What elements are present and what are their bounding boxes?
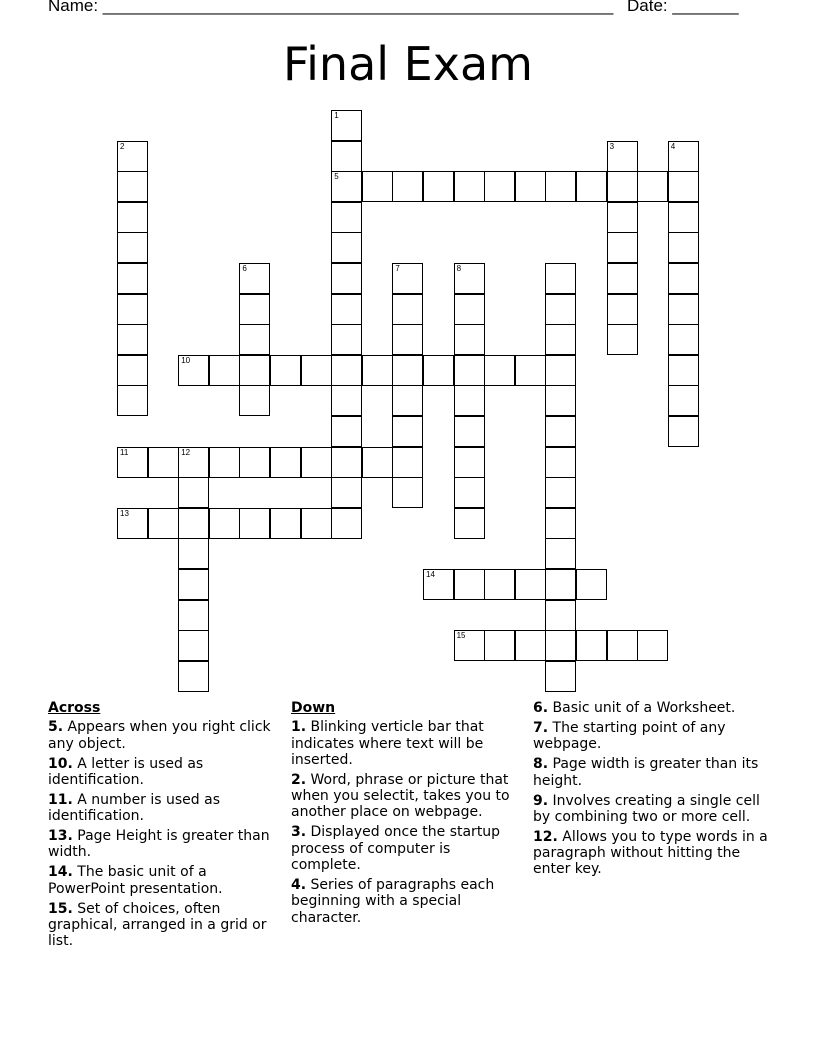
clue-text: Series of paragraphs each beginning with a special character. [291, 877, 495, 926]
crossword-cell[interactable] [331, 324, 362, 355]
across-clue [48, 901, 284, 950]
clue-number: 11. [48, 791, 73, 808]
cell-number: 10 [181, 355, 191, 365]
crossword-cell[interactable] [148, 447, 179, 478]
crossword-cell[interactable] [515, 569, 546, 600]
crossword-cell[interactable] [117, 447, 148, 478]
crossword-cell[interactable] [178, 600, 209, 631]
crossword-cell[interactable] [270, 355, 301, 386]
crossword-cell[interactable] [484, 355, 515, 386]
crossword-cell[interactable] [454, 355, 485, 386]
crossword-cell[interactable] [545, 171, 576, 202]
crossword-cell[interactable] [545, 538, 576, 569]
crossword-cell[interactable] [607, 294, 638, 325]
down-clues-continued [533, 700, 769, 881]
clue-number: 9. [533, 792, 549, 809]
crossword-cell[interactable] [454, 447, 485, 478]
crossword-cell[interactable] [331, 294, 362, 325]
crossword-cell[interactable] [576, 569, 607, 600]
crossword-cell[interactable] [515, 355, 546, 386]
clue-number: 10. [48, 755, 73, 772]
crossword-cell[interactable] [392, 263, 423, 294]
clue-number: 8. [533, 756, 549, 773]
crossword-cell[interactable] [668, 263, 699, 294]
crossword-cell[interactable] [117, 508, 148, 539]
down-clue [291, 772, 523, 821]
crossword-cell[interactable] [454, 324, 485, 355]
crossword-cell[interactable] [178, 355, 209, 386]
crossword-cell[interactable] [423, 569, 454, 600]
crossword-cell[interactable] [301, 447, 332, 478]
crossword-cell[interactable] [607, 324, 638, 355]
crossword-cell[interactable] [270, 508, 301, 539]
cell-number: 8 [456, 264, 462, 273]
crossword-cell[interactable] [515, 171, 546, 202]
page-title: Final Exam [283, 37, 533, 91]
crossword-cell[interactable] [331, 355, 362, 386]
crossword-cell[interactable] [331, 385, 362, 416]
crossword-cell[interactable] [545, 661, 576, 692]
cell-number: 6 [242, 264, 247, 273]
crossword-cell[interactable] [117, 232, 148, 263]
down-clue [533, 756, 769, 789]
crossword-cell[interactable] [454, 385, 485, 416]
cell-number: 11 [120, 447, 129, 457]
cell-number: 13 [120, 508, 129, 518]
crossword-cell[interactable] [178, 508, 209, 539]
crossword-cell[interactable] [117, 202, 148, 233]
crossword-cell[interactable] [454, 263, 485, 294]
crossword-cell[interactable] [484, 630, 515, 661]
crossword-cell[interactable] [454, 630, 485, 661]
crossword-cell[interactable] [209, 355, 240, 386]
clue-number: 3. [291, 824, 307, 841]
crossword-cell[interactable] [637, 171, 668, 202]
clue-text: Appears when you right click any object. [48, 719, 271, 752]
clue-text: A number is used as identification. [48, 791, 221, 825]
crossword-cell[interactable] [545, 508, 576, 539]
crossword-cell[interactable] [331, 447, 362, 478]
crossword-cell[interactable] [484, 171, 515, 202]
crossword-cell[interactable] [423, 355, 454, 386]
crossword-cell[interactable] [148, 508, 179, 539]
clue-text: The basic unit of a PowerPoint presentation. [48, 864, 223, 897]
date-field-label: Date: _______ [627, 0, 739, 15]
down-clue [291, 877, 523, 926]
crossword-cell[interactable] [117, 294, 148, 325]
crossword-cell[interactable] [668, 355, 699, 386]
crossword-cell[interactable] [607, 630, 638, 661]
crossword-cell[interactable] [178, 569, 209, 600]
crossword-cell[interactable] [607, 171, 638, 202]
crossword-cell[interactable] [668, 202, 699, 233]
crossword-cell[interactable] [392, 294, 423, 325]
crossword-cell[interactable] [392, 477, 423, 508]
down-heading: Down [291, 700, 336, 716]
name-field-label: Name: ______________________________________________________ [48, 0, 614, 15]
crossword-cell[interactable] [209, 447, 240, 478]
crossword-cell[interactable] [392, 447, 423, 478]
crossword-cell[interactable] [331, 171, 362, 202]
crossword-cell[interactable] [637, 630, 668, 661]
crossword-cell[interactable] [239, 355, 270, 386]
clue-number: 6. [533, 700, 549, 716]
crossword-cell[interactable] [331, 202, 362, 233]
crossword-cell[interactable] [484, 569, 515, 600]
across-clue [48, 864, 284, 897]
clue-text: Word, phrase or picture that when you selectit, takes you to another place on webpage. [291, 771, 510, 821]
crossword-cell[interactable] [239, 447, 270, 478]
crossword-cell[interactable] [117, 141, 148, 172]
clue-number: 15. [48, 900, 73, 917]
cell-number: 14 [426, 570, 435, 579]
crossword-cell[interactable] [239, 385, 270, 416]
clue-text: A letter is used as identification. [48, 755, 204, 788]
down-clue [291, 824, 523, 873]
clue-text: Displayed once the startup process of computer is complete. [291, 824, 501, 874]
cell-number: 7 [395, 264, 400, 273]
crossword-cell[interactable] [454, 416, 485, 447]
crossword-cell[interactable] [331, 263, 362, 294]
crossword-cell[interactable] [668, 324, 699, 355]
crossword-cell[interactable] [178, 447, 209, 478]
crossword-cell[interactable] [423, 171, 454, 202]
crossword-cell[interactable] [239, 508, 270, 539]
clue-number: 13. [48, 828, 73, 845]
crossword-cell[interactable] [239, 324, 270, 355]
crossword-cell[interactable] [607, 263, 638, 294]
down-clue [533, 793, 769, 826]
crossword-cell[interactable] [576, 630, 607, 661]
crossword-cell[interactable] [209, 508, 240, 539]
crossword-cell[interactable] [454, 569, 485, 600]
crossword-cell[interactable] [668, 385, 699, 416]
crossword-cell[interactable] [545, 355, 576, 386]
crossword-cell[interactable] [178, 630, 209, 661]
crossword-cell[interactable] [545, 600, 576, 631]
down-clue [533, 700, 769, 716]
clue-text: Blinking verticle bar that indicates where text will be inserted. [291, 719, 484, 768]
cell-number: 2 [120, 141, 125, 151]
crossword-cell[interactable] [607, 202, 638, 233]
crossword-cell[interactable] [545, 385, 576, 416]
cell-number: 5 [334, 172, 339, 182]
crossword-cell[interactable] [117, 324, 148, 355]
clue-number: 14. [48, 864, 73, 881]
crossword-cell[interactable] [392, 324, 423, 355]
crossword-cell[interactable] [117, 171, 148, 202]
crossword-cell[interactable] [331, 141, 362, 172]
crossword-cell[interactable] [392, 171, 423, 202]
down-clue [533, 829, 769, 878]
clue-text: Page Height is greater than width. [48, 828, 270, 861]
clue-number: 5. [48, 719, 64, 736]
cell-number: 15 [456, 631, 466, 641]
crossword-cell[interactable] [576, 171, 607, 202]
crossword-cell[interactable] [239, 263, 270, 294]
crossword-cell[interactable] [362, 355, 393, 386]
crossword-cell[interactable] [454, 508, 485, 539]
clue-text: Involves creating a single cell by combining two or more cell. [533, 792, 760, 825]
crossword-cell[interactable] [301, 355, 332, 386]
crossword-cell[interactable] [392, 355, 423, 386]
crossword-cell[interactable] [239, 294, 270, 325]
crossword-cell[interactable] [668, 171, 699, 202]
crossword-cell[interactable] [545, 630, 576, 661]
across-heading: Across [48, 700, 101, 716]
clue-number: 12. [533, 828, 558, 845]
crossword-cell[interactable] [331, 110, 362, 141]
across-clue [48, 756, 284, 789]
crossword-cell[interactable] [301, 508, 332, 539]
crossword-cell[interactable] [545, 263, 576, 294]
crossword-cell[interactable] [454, 171, 485, 202]
across-clue [48, 828, 284, 861]
crossword-cell[interactable] [392, 416, 423, 447]
crossword-cell[interactable] [545, 447, 576, 478]
crossword-cell[interactable] [331, 508, 362, 539]
cell-number: 1 [334, 111, 339, 120]
crossword-cell[interactable] [545, 416, 576, 447]
cell-number: 12 [181, 447, 191, 457]
crossword-cell[interactable] [117, 355, 148, 386]
crossword-cell[interactable] [392, 385, 423, 416]
crossword-cell[interactable] [668, 232, 699, 263]
crossword-cell[interactable] [454, 477, 485, 508]
across-clues [48, 700, 284, 953]
clue-text: The starting point of any webpage. [533, 719, 726, 753]
crossword-cell[interactable] [515, 630, 546, 661]
crossword-cell[interactable] [454, 294, 485, 325]
crossword-cell[interactable] [362, 171, 393, 202]
clue-text: Page width is greater than its height. [533, 756, 759, 789]
clue-number: 2. [291, 771, 307, 788]
crossword-cell[interactable] [668, 141, 699, 172]
down-clue [291, 719, 523, 768]
crossword-cell[interactable] [331, 416, 362, 447]
down-clues [291, 700, 523, 930]
across-clue [48, 792, 284, 825]
crossword-cell[interactable] [668, 294, 699, 325]
crossword-cell[interactable] [668, 416, 699, 447]
crossword-cell[interactable] [545, 294, 576, 325]
crossword-cell[interactable] [607, 141, 638, 172]
down-clue [533, 720, 769, 753]
crossword-cell[interactable] [331, 232, 362, 263]
cell-number: 3 [609, 141, 615, 151]
crossword-cell[interactable] [607, 232, 638, 263]
crossword-cell[interactable] [117, 263, 148, 294]
crossword-cell[interactable] [362, 447, 393, 478]
crossword-cell[interactable] [117, 385, 148, 416]
crossword-cell[interactable] [545, 477, 576, 508]
clue-text: Allows you to type words in a paragraph without hitting the enter key. [533, 828, 768, 878]
clue-text: Basic unit of a Worksheet. [552, 700, 736, 716]
across-clue [48, 719, 284, 752]
clue-number: 1. [291, 719, 307, 736]
crossword-cell[interactable] [270, 447, 301, 478]
clue-number: 4. [291, 877, 307, 894]
clue-text: Set of choices, often graphical, arranged in a grid or list. [48, 900, 267, 950]
crossword-cell[interactable] [178, 661, 209, 692]
clue-number: 7. [533, 719, 549, 736]
crossword-cell[interactable] [331, 477, 362, 508]
cell-number: 4 [670, 141, 676, 151]
crossword-cell[interactable] [545, 324, 576, 355]
crossword-cell[interactable] [178, 477, 209, 508]
crossword-cell[interactable] [545, 569, 576, 600]
crossword-cell[interactable] [178, 538, 209, 569]
